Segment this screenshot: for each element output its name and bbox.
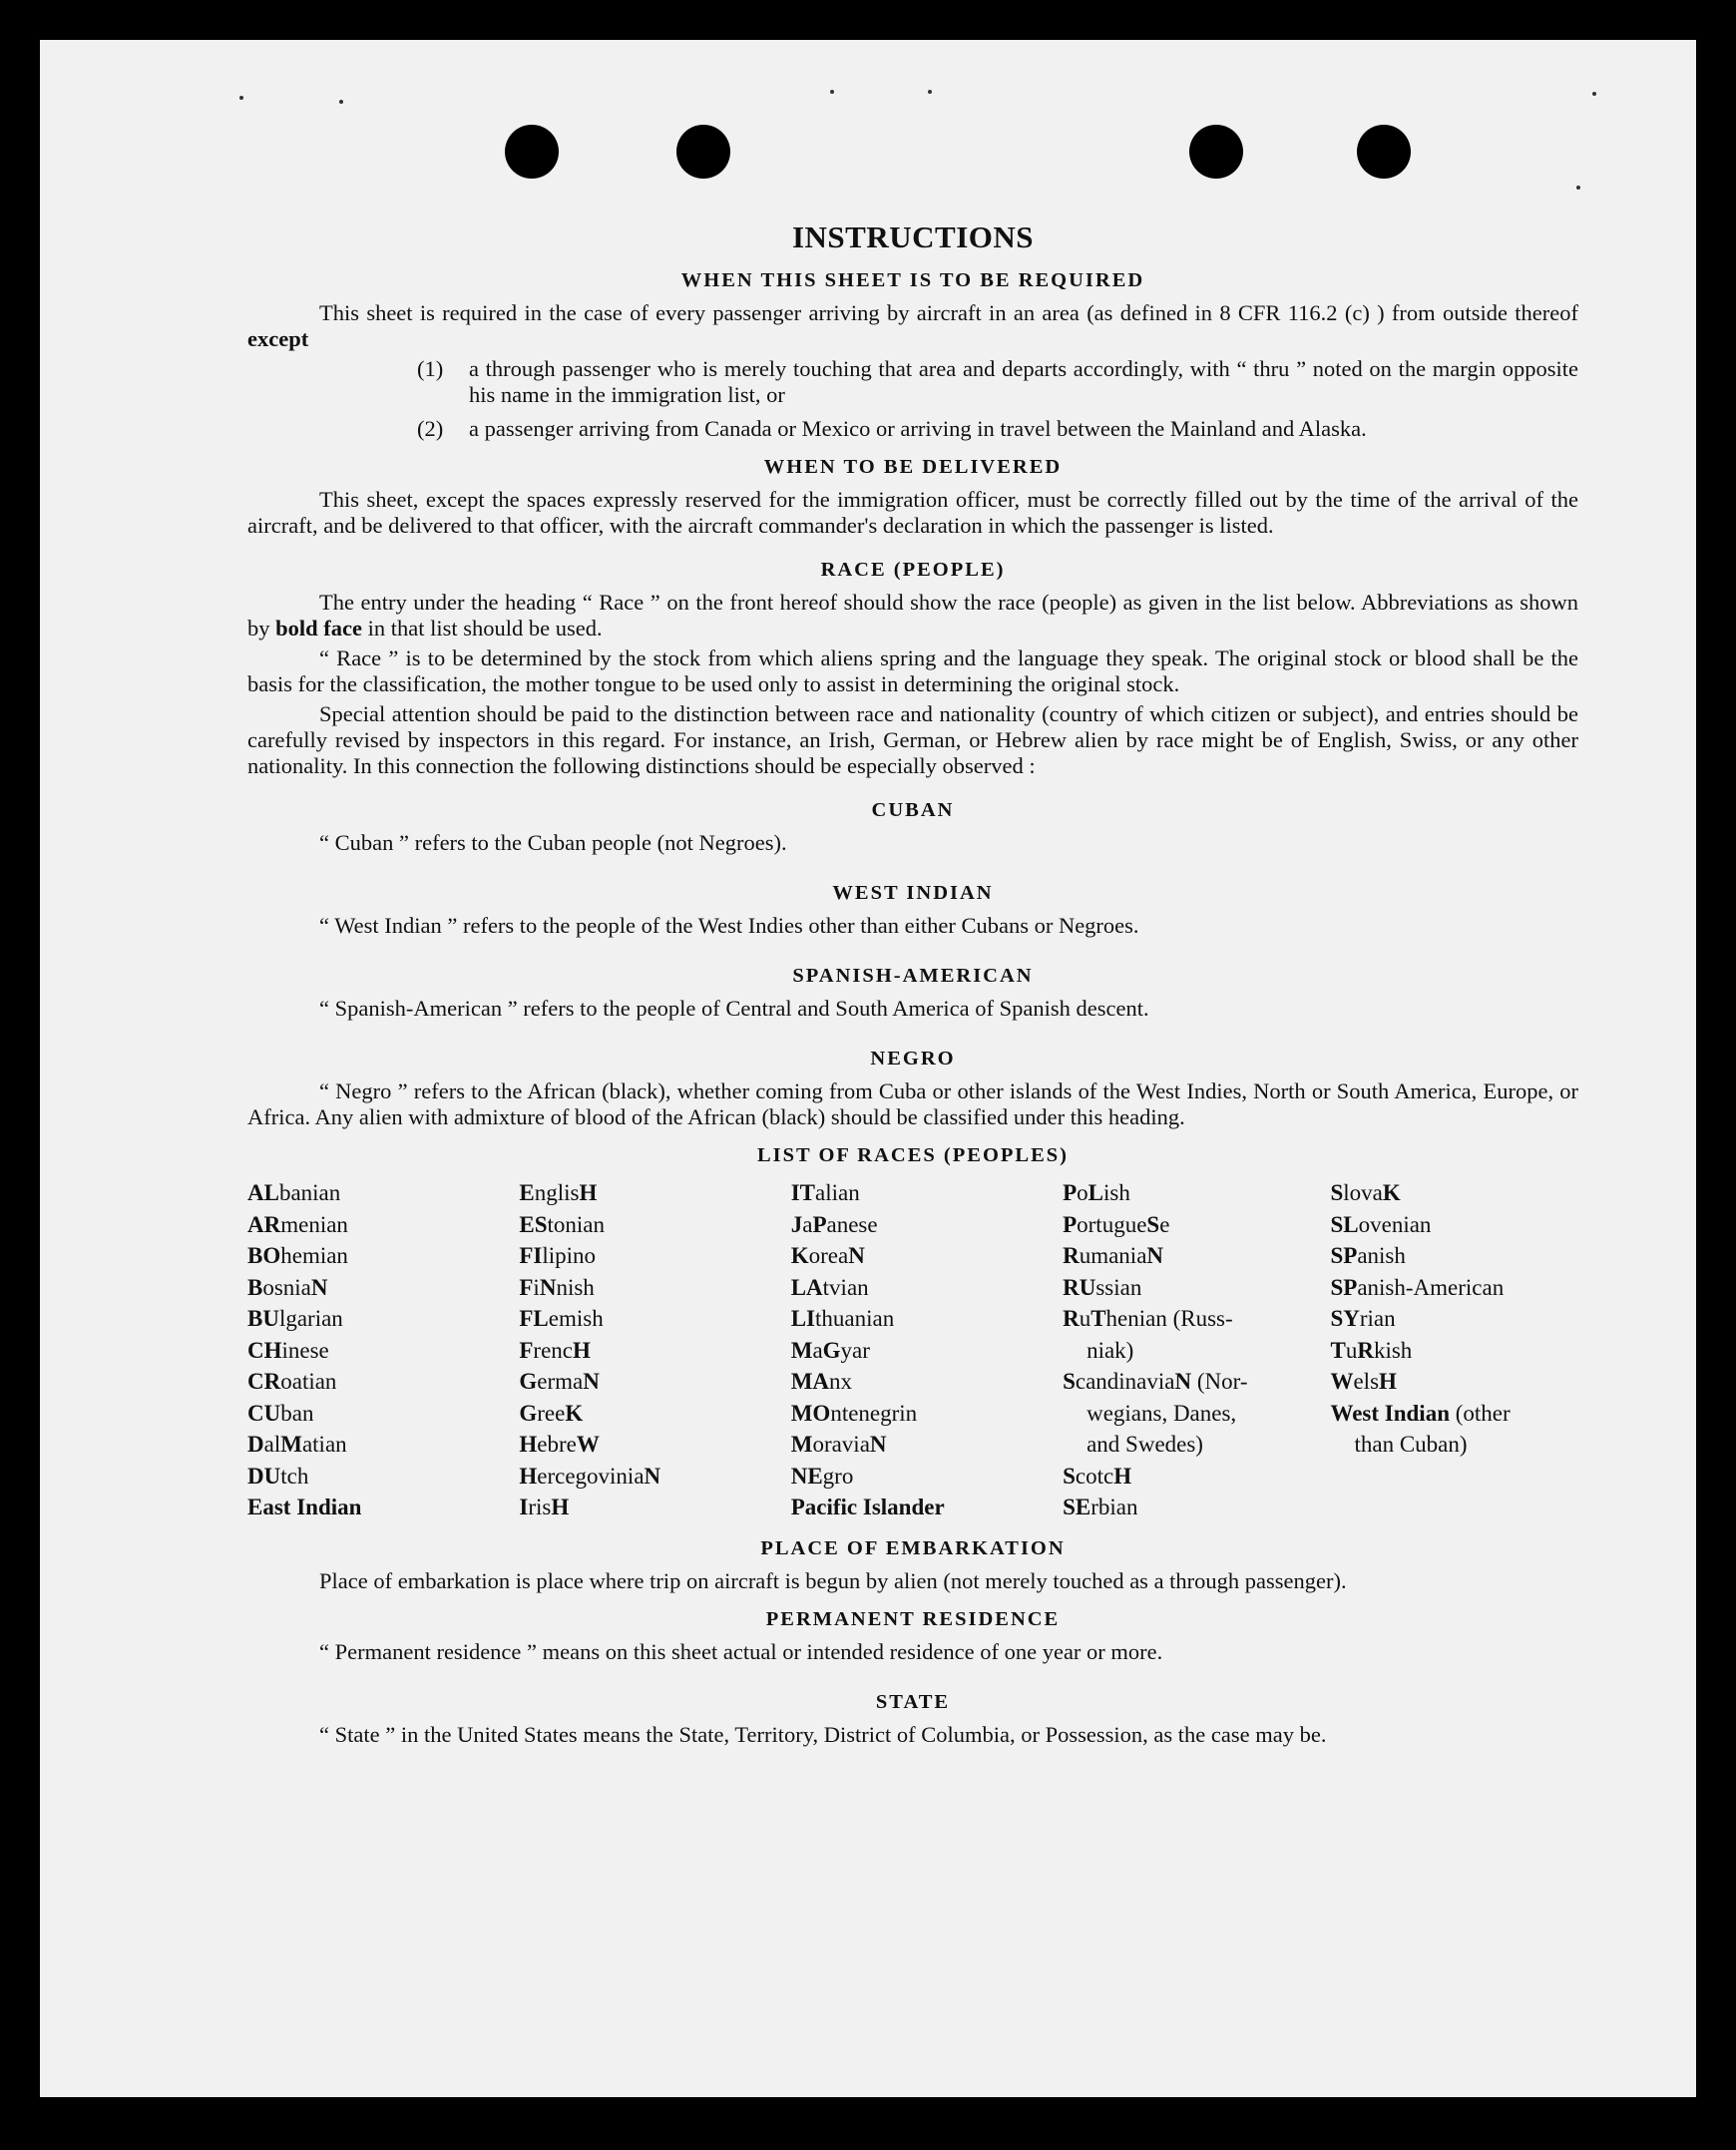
- races-column-5: [1330, 1177, 1578, 1523]
- state-text: “ State ” in the United States means the State, Territory, District of Columbia, or Possession, as the case may be.: [319, 1721, 1327, 1747]
- race-entry: WelsH: [1330, 1369, 1397, 1394]
- races-column-3: [791, 1177, 1063, 1523]
- race-entry: HebreW: [519, 1432, 600, 1457]
- punch-hole: [1357, 125, 1411, 179]
- race-entry: East Indian: [247, 1495, 362, 1519]
- race-entry: ARmenian: [247, 1211, 348, 1237]
- heading-negro: NEGRO: [870, 1048, 956, 1070]
- race-entry: ScotcH: [1063, 1463, 1132, 1489]
- race-entry: MaGyar: [790, 1337, 870, 1363]
- race-entry: SPanish: [1330, 1243, 1406, 1268]
- speck: [1576, 186, 1580, 190]
- race-entry: LAtvian: [790, 1274, 869, 1300]
- race-paragraph-3: Special attention should be paid to the distinction between race and nationality (country of which citizen or subject), and entries should be carefully revised by inspectors in this regard. For instance, an Irish, German, or Hebrew alien by race might be of English, Swiss, or any other nationality. In this connection the following distinctions should be especially observed :: [247, 701, 1578, 778]
- race-entry: RuThenian (Russ-: [1063, 1306, 1233, 1331]
- punch-hole: [1189, 125, 1243, 179]
- exception-item-1: (1) a through passenger who is merely touching that area and departs accordingly, with “ thru ” noted on the margin opposite his name in the immigration list, or: [417, 356, 1578, 407]
- heading-spanish-american: SPANISH-AMERICAN: [792, 965, 1034, 987]
- race-entry: SYrian: [1330, 1306, 1396, 1331]
- race-entry: ITalian: [790, 1180, 860, 1205]
- race-entry: CHinese: [247, 1337, 329, 1363]
- races-column-2: [519, 1177, 790, 1523]
- cuban-text: “ Cuban ” refers to the Cuban people (not Negroes).: [319, 830, 787, 855]
- document-page: [40, 40, 1696, 2097]
- race-entry: NEgro: [790, 1463, 854, 1489]
- race-entry: SPanish-American: [1330, 1274, 1505, 1300]
- race-entry: JaPanese: [790, 1211, 878, 1237]
- spanish-american-text: “ Spanish-American ” refers to the people of Central and South America of Spanish descent.: [319, 996, 1149, 1021]
- race-entry: LIthuanian: [790, 1306, 895, 1331]
- speck: [239, 96, 243, 100]
- heading-embarkation: PLACE OF EMBARKATION: [760, 1536, 1066, 1559]
- race-entry: SlovaK: [1330, 1180, 1401, 1205]
- heading-when-required: WHEN THIS SHEET IS TO BE REQUIRED: [680, 269, 1145, 291]
- race-entry: DalMatian: [247, 1432, 347, 1457]
- race-entry: MAnx: [790, 1369, 853, 1394]
- race-entry: CUban: [247, 1400, 314, 1426]
- race-entry: BUlgarian: [247, 1306, 343, 1331]
- heading-when-delivered: WHEN TO BE DELIVERED: [763, 456, 1063, 478]
- race-entry-continuation: and Swedes): [1086, 1432, 1203, 1457]
- races-column-1: [247, 1177, 519, 1523]
- race-entry: KoreaN: [790, 1243, 865, 1268]
- negro-text: “ Negro ” refers to the African (black), whether coming from Cuba or other islands of the West Indies, North or South America, Europe, or Africa. Any alien with admixture of blood of the African (black) should be classified under this heading.: [247, 1078, 1578, 1129]
- heading-list-of-races: LIST OF RACES (PEOPLES): [757, 1144, 1069, 1166]
- race-entry: ALbanian: [247, 1180, 341, 1205]
- exception-item-2: (2) a passenger arriving from Canada or Mexico or arriving in travel between the Mainland and Alaska.: [417, 416, 1367, 441]
- when-delivered-text: This sheet, except the spaces expressly reserved for the immigration officer, must be correctly filled out by the time of the arrival of the aircraft, and be delivered to that officer, with the aircraft commander's declaration in which the passenger is listed.: [247, 487, 1578, 538]
- race-entry: DUtch: [247, 1463, 309, 1489]
- race-entry: SLovenian: [1330, 1211, 1432, 1237]
- race-entry: RumaniaN: [1063, 1243, 1164, 1268]
- speck: [928, 90, 932, 94]
- race-entry-continuation: wegians, Danes,: [1086, 1400, 1237, 1426]
- races-list: [247, 1177, 1578, 1523]
- punch-hole: [505, 125, 559, 179]
- race-entry-continuation: than Cuban): [1354, 1432, 1468, 1457]
- race-entry: FLemish: [519, 1306, 604, 1331]
- race-paragraph-2: “ Race ” is to be determined by the stock from which aliens spring and the language they speak. The original stock or blood shall be the basis for the classification, the mother tongue to be used only to assist in determining the original stock.: [247, 645, 1578, 696]
- race-entry: GermaN: [519, 1369, 600, 1394]
- race-entry: EStonian: [519, 1211, 605, 1237]
- race-entry: MoraviaN: [790, 1432, 887, 1457]
- heading-state: STATE: [875, 1690, 951, 1713]
- race-entry: TuRkish: [1330, 1337, 1413, 1363]
- embarkation-text: Place of embarkation is place where trip on aircraft is begun by alien (not merely touched as a through passenger).: [319, 1567, 1347, 1593]
- race-entry: SErbian: [1063, 1495, 1138, 1519]
- race-entry-continuation: niak): [1086, 1337, 1134, 1363]
- page-title: INSTRUCTIONS: [791, 219, 1034, 254]
- race-entry: PoLish: [1063, 1180, 1130, 1205]
- heading-west-indian: WEST INDIAN: [832, 882, 994, 904]
- race-entry: Pacific Islander: [790, 1495, 945, 1519]
- race-entry: BOhemian: [247, 1243, 348, 1268]
- race-entry: West Indian (other: [1330, 1400, 1511, 1426]
- when-required-text: This sheet is required in the case of every passenger arriving by aircraft in an area (as defined in 8 CFR 116.2 (c) ) from outside thereof except: [247, 300, 1578, 351]
- speck: [1592, 92, 1596, 96]
- permanent-residence-text: “ Permanent residence ” means on this sheet actual or intended residence of one year or more.: [319, 1638, 1163, 1664]
- instructions-body: [247, 210, 1578, 1748]
- race-entry: RUssian: [1063, 1274, 1142, 1300]
- race-entry: EnglisH: [519, 1180, 598, 1205]
- race-entry: ScandinaviaN (Nor-: [1063, 1369, 1248, 1394]
- race-paragraph-1: The entry under the heading “ Race ” on the front hereof should show the race (people) as given in the list below. Abbreviations as shown by bold face in that list should be used.: [247, 590, 1578, 641]
- race-entry: FrencH: [519, 1337, 591, 1363]
- race-entry: CRoatian: [247, 1369, 337, 1394]
- heading-cuban: CUBAN: [871, 799, 955, 821]
- race-entry: IrisH: [519, 1495, 570, 1519]
- punch-hole: [676, 125, 730, 179]
- race-entry: HercegoviniaN: [519, 1463, 661, 1489]
- heading-race: RACE (PEOPLE): [820, 559, 1006, 581]
- race-entry: PortugueSe: [1063, 1211, 1170, 1237]
- races-column-4: [1063, 1177, 1330, 1523]
- race-entry: FIlipino: [519, 1243, 597, 1268]
- heading-permanent-residence: PERMANENT RESIDENCE: [765, 1607, 1061, 1630]
- race-entry: FiNnish: [519, 1274, 595, 1300]
- race-entry: MOntenegrin: [790, 1400, 918, 1426]
- race-entry: BosniaN: [247, 1274, 328, 1300]
- west-indian-text: “ West Indian ” refers to the people of the West Indies other than either Cubans or Negroes.: [319, 913, 1139, 938]
- speck: [830, 90, 834, 94]
- race-entry: GreeK: [519, 1400, 584, 1426]
- speck: [339, 100, 343, 104]
